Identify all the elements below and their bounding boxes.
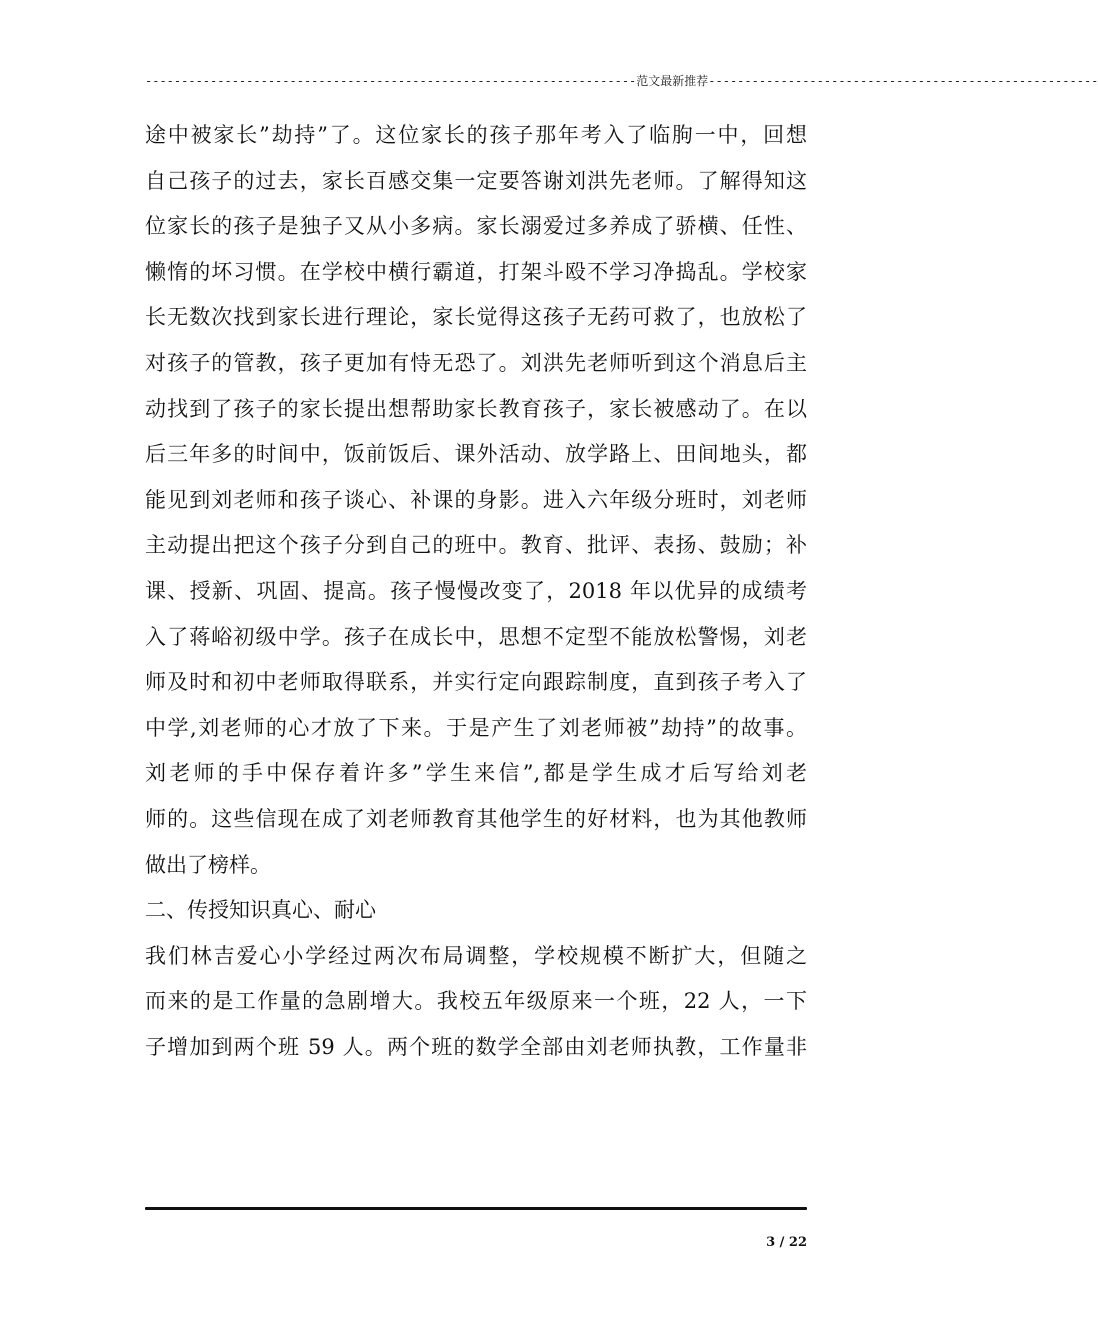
text-line: 而来的是工作量的急剧增大。我校五年级原来一个班，22 人，一下 — [145, 989, 807, 1014]
text-line: 自己孩子的过去，家长百感交集一定要答谢刘洪先老师。了解得知这 — [145, 168, 807, 193]
text-line: 主动提出把这个孩子分到自己的班中。教育、批评、表扬、鼓励；补 — [145, 533, 807, 558]
text-line: 长无数次找到家长进行理论，家长觉得这孩子无药可救了，也放松了 — [145, 305, 807, 330]
text-line: 位家长的孩子是独子又从小多病。家长溺爱过多养成了骄横、任性、 — [145, 214, 807, 239]
text-line: 中学,刘老师的心才放了下来。于是产生了刘老师被”劫持”的故事。 — [145, 715, 807, 740]
text-line: 子增加到两个班 59 人。两个班的数学全部由刘老师执教，工作量非 — [145, 1034, 807, 1059]
section-heading: 二、传授知识真心、耐心 — [145, 898, 376, 923]
page-number: 3 / 22 — [766, 1235, 807, 1250]
text-line: 刘老师的手中保存着许多”学生来信”,都是学生成才后写给刘老 — [145, 761, 807, 786]
page-header: --------------------------------------------------------------------范文最新推荐------------------------------------------------------ — [145, 74, 1098, 88]
footer-divider — [145, 1207, 807, 1210]
text-line: 我们林吉爱心小学经过两次布局调整，学校规模不断扩大，但随之 — [145, 943, 807, 968]
document-body — [145, 113, 807, 1070]
text-line: 入了蒋峪初级中学。孩子在成长中，思想不定型不能放松警惕，刘老 — [145, 624, 807, 649]
text-line: 途中被家长”劫持”了。这位家长的孩子那年考入了临朐一中，回想 — [145, 123, 807, 147]
text-line: 能见到刘老师和孩子谈心、补课的身影。进入六年级分班时，刘老师 — [145, 487, 807, 512]
text-line: 师及时和初中老师取得联系，并实行定向跟踪制度，直到孩子考入了 — [145, 670, 807, 695]
text-line: 做出了榜样。 — [145, 852, 271, 877]
text-line: 师的。这些信现在成了刘老师教育其他学生的好材料，也为其他教师 — [145, 806, 807, 831]
text-line: 懒惰的坏习惯。在学校中横行霸道，打架斗殴不学习净捣乱。学校家 — [145, 259, 807, 284]
text-line: 动找到了孩子的家长提出想帮助家长教育孩子，家长被感动了。在以 — [145, 396, 807, 421]
text-line: 对孩子的管教，孩子更加有恃无恐了。刘洪先老师听到这个消息后主 — [145, 350, 807, 375]
text-line: 后三年多的时间中，饭前饭后、课外活动、放学路上、田间地头，都 — [145, 442, 807, 467]
text-line: 课、授新、巩固、提高。孩子慢慢改变了，2018 年以优异的成绩考 — [145, 578, 807, 603]
